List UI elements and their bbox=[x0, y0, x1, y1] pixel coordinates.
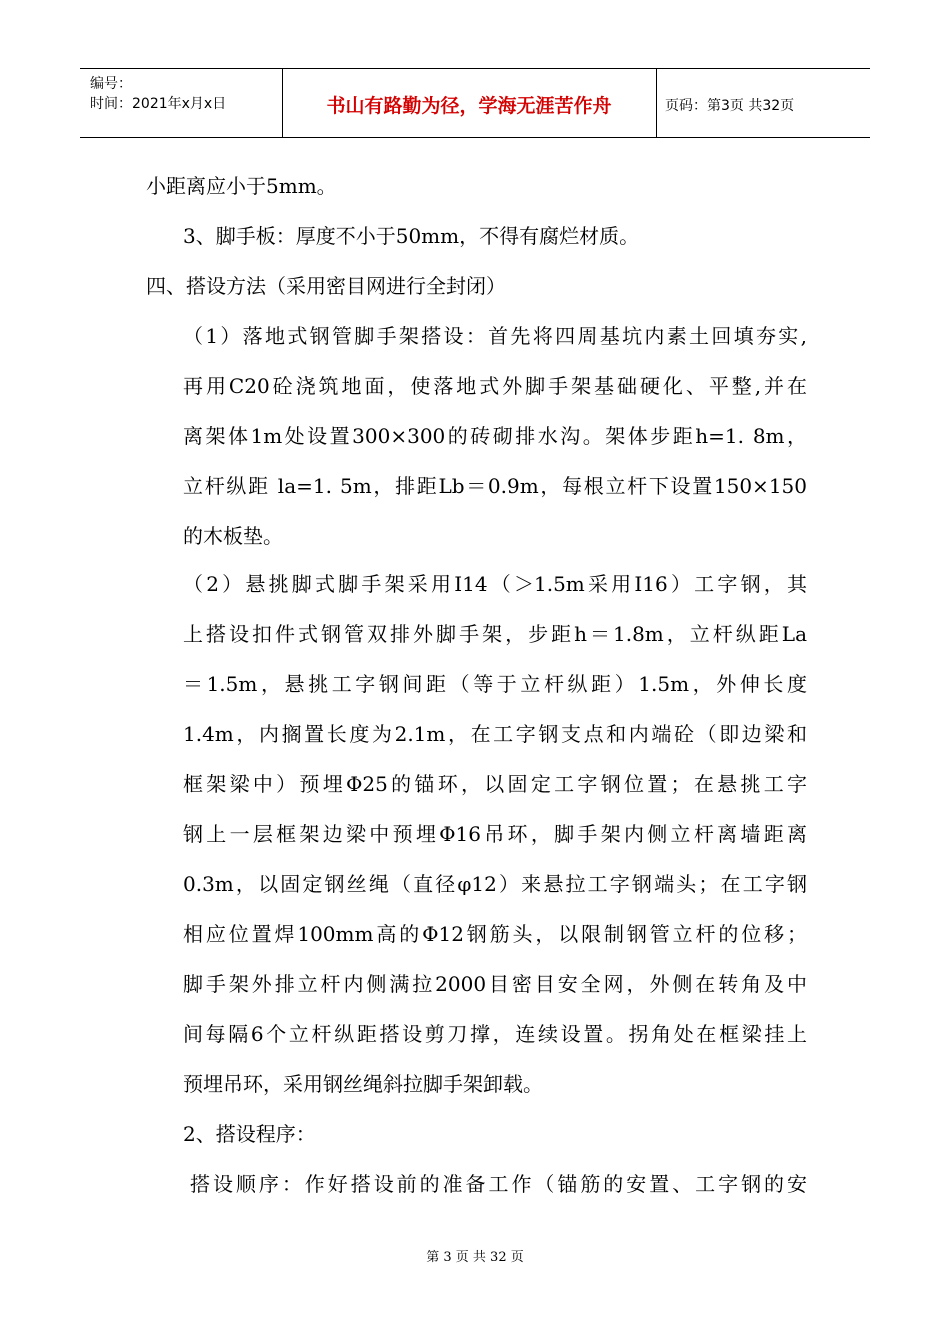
text-line: 立杆纵距 la=1. 5m，排距Lb＝0.9m，每根立杆下设置150×150 bbox=[183, 474, 807, 498]
header-motto: 书山有路勤为径，学海无涯苦作舟 bbox=[326, 95, 612, 117]
text-line: （2）悬挑脚式脚手架采用I14（＞1.5m采用I16）工字钢，其 bbox=[183, 572, 807, 596]
header-info-cell bbox=[80, 69, 283, 137]
document-date: 时间：2021年x月x日 bbox=[90, 96, 227, 112]
page-header bbox=[80, 68, 870, 138]
text-line: （1）落地式钢管脚手架搭设：首先将四周基坑内素土回填夯实, bbox=[183, 324, 807, 348]
text-line: 上搭设扣件式钢管双排外脚手架，步距h＝1.8m，立杆纵距La bbox=[183, 622, 807, 646]
text-line: ＝1.5m，悬挑工字钢间距（等于立杆纵距）1.5m，外伸长度 bbox=[183, 672, 807, 696]
header-page-cell bbox=[657, 69, 870, 137]
header-page-info: 页码：第3页 共32页 bbox=[665, 98, 795, 114]
text-line: 离架体1m处设置300×300的砖砌排水沟。架体步距h=1. 8m， bbox=[183, 424, 807, 448]
text-line: 3、脚手板：厚度不小于50mm，不得有腐烂材质。 bbox=[183, 224, 640, 248]
text-line: 框架梁中）预埋Φ25的锚环，以固定工字钢位置；在悬挑工字 bbox=[183, 772, 807, 796]
header-motto-cell bbox=[282, 69, 657, 137]
text-line: 间每隔6个立杆纵距搭设剪刀撑，连续设置。拐角处在框梁挂上 bbox=[183, 1022, 807, 1046]
text-line: 1.4m，内搁置长度为2.1m，在工字钢支点和内端砼（即边梁和 bbox=[183, 722, 807, 746]
section-heading: 四、搭设方法（采用密目网进行全封闭） bbox=[146, 274, 506, 298]
page-footer: 第 3 页 共 32 页 bbox=[426, 1250, 524, 1265]
section-heading: 2、搭设程序： bbox=[183, 1122, 316, 1146]
text-line: 相应位置焊100mm高的Φ12钢筋头，以限制钢管立杆的位移； bbox=[183, 922, 807, 946]
document-number-label: 编号： bbox=[90, 76, 132, 92]
text-line: 预埋吊环，采用钢丝绳斜拉脚手架卸载。 bbox=[183, 1072, 543, 1096]
text-line: 搭设顺序：作好搭设前的准备工作（锚筋的安置、工字钢的安 bbox=[190, 1172, 807, 1196]
text-line: 再用C20砼浇筑地面，使落地式外脚手架基础硬化、平整,并在 bbox=[183, 374, 807, 398]
text-line: 钢上一层框架边梁中预埋Φ16吊环，脚手架内侧立杆离墙距离 bbox=[183, 822, 807, 846]
text-line: 0.3m，以固定钢丝绳（直径φ12）来悬拉工字钢端头；在工字钢 bbox=[183, 872, 807, 896]
text-line: 小距离应小于5mm。 bbox=[146, 174, 337, 198]
text-line: 的木板垫。 bbox=[183, 524, 283, 548]
text-line: 脚手架外排立杆内侧满拉2000目密目安全网，外侧在转角及中 bbox=[183, 972, 807, 996]
